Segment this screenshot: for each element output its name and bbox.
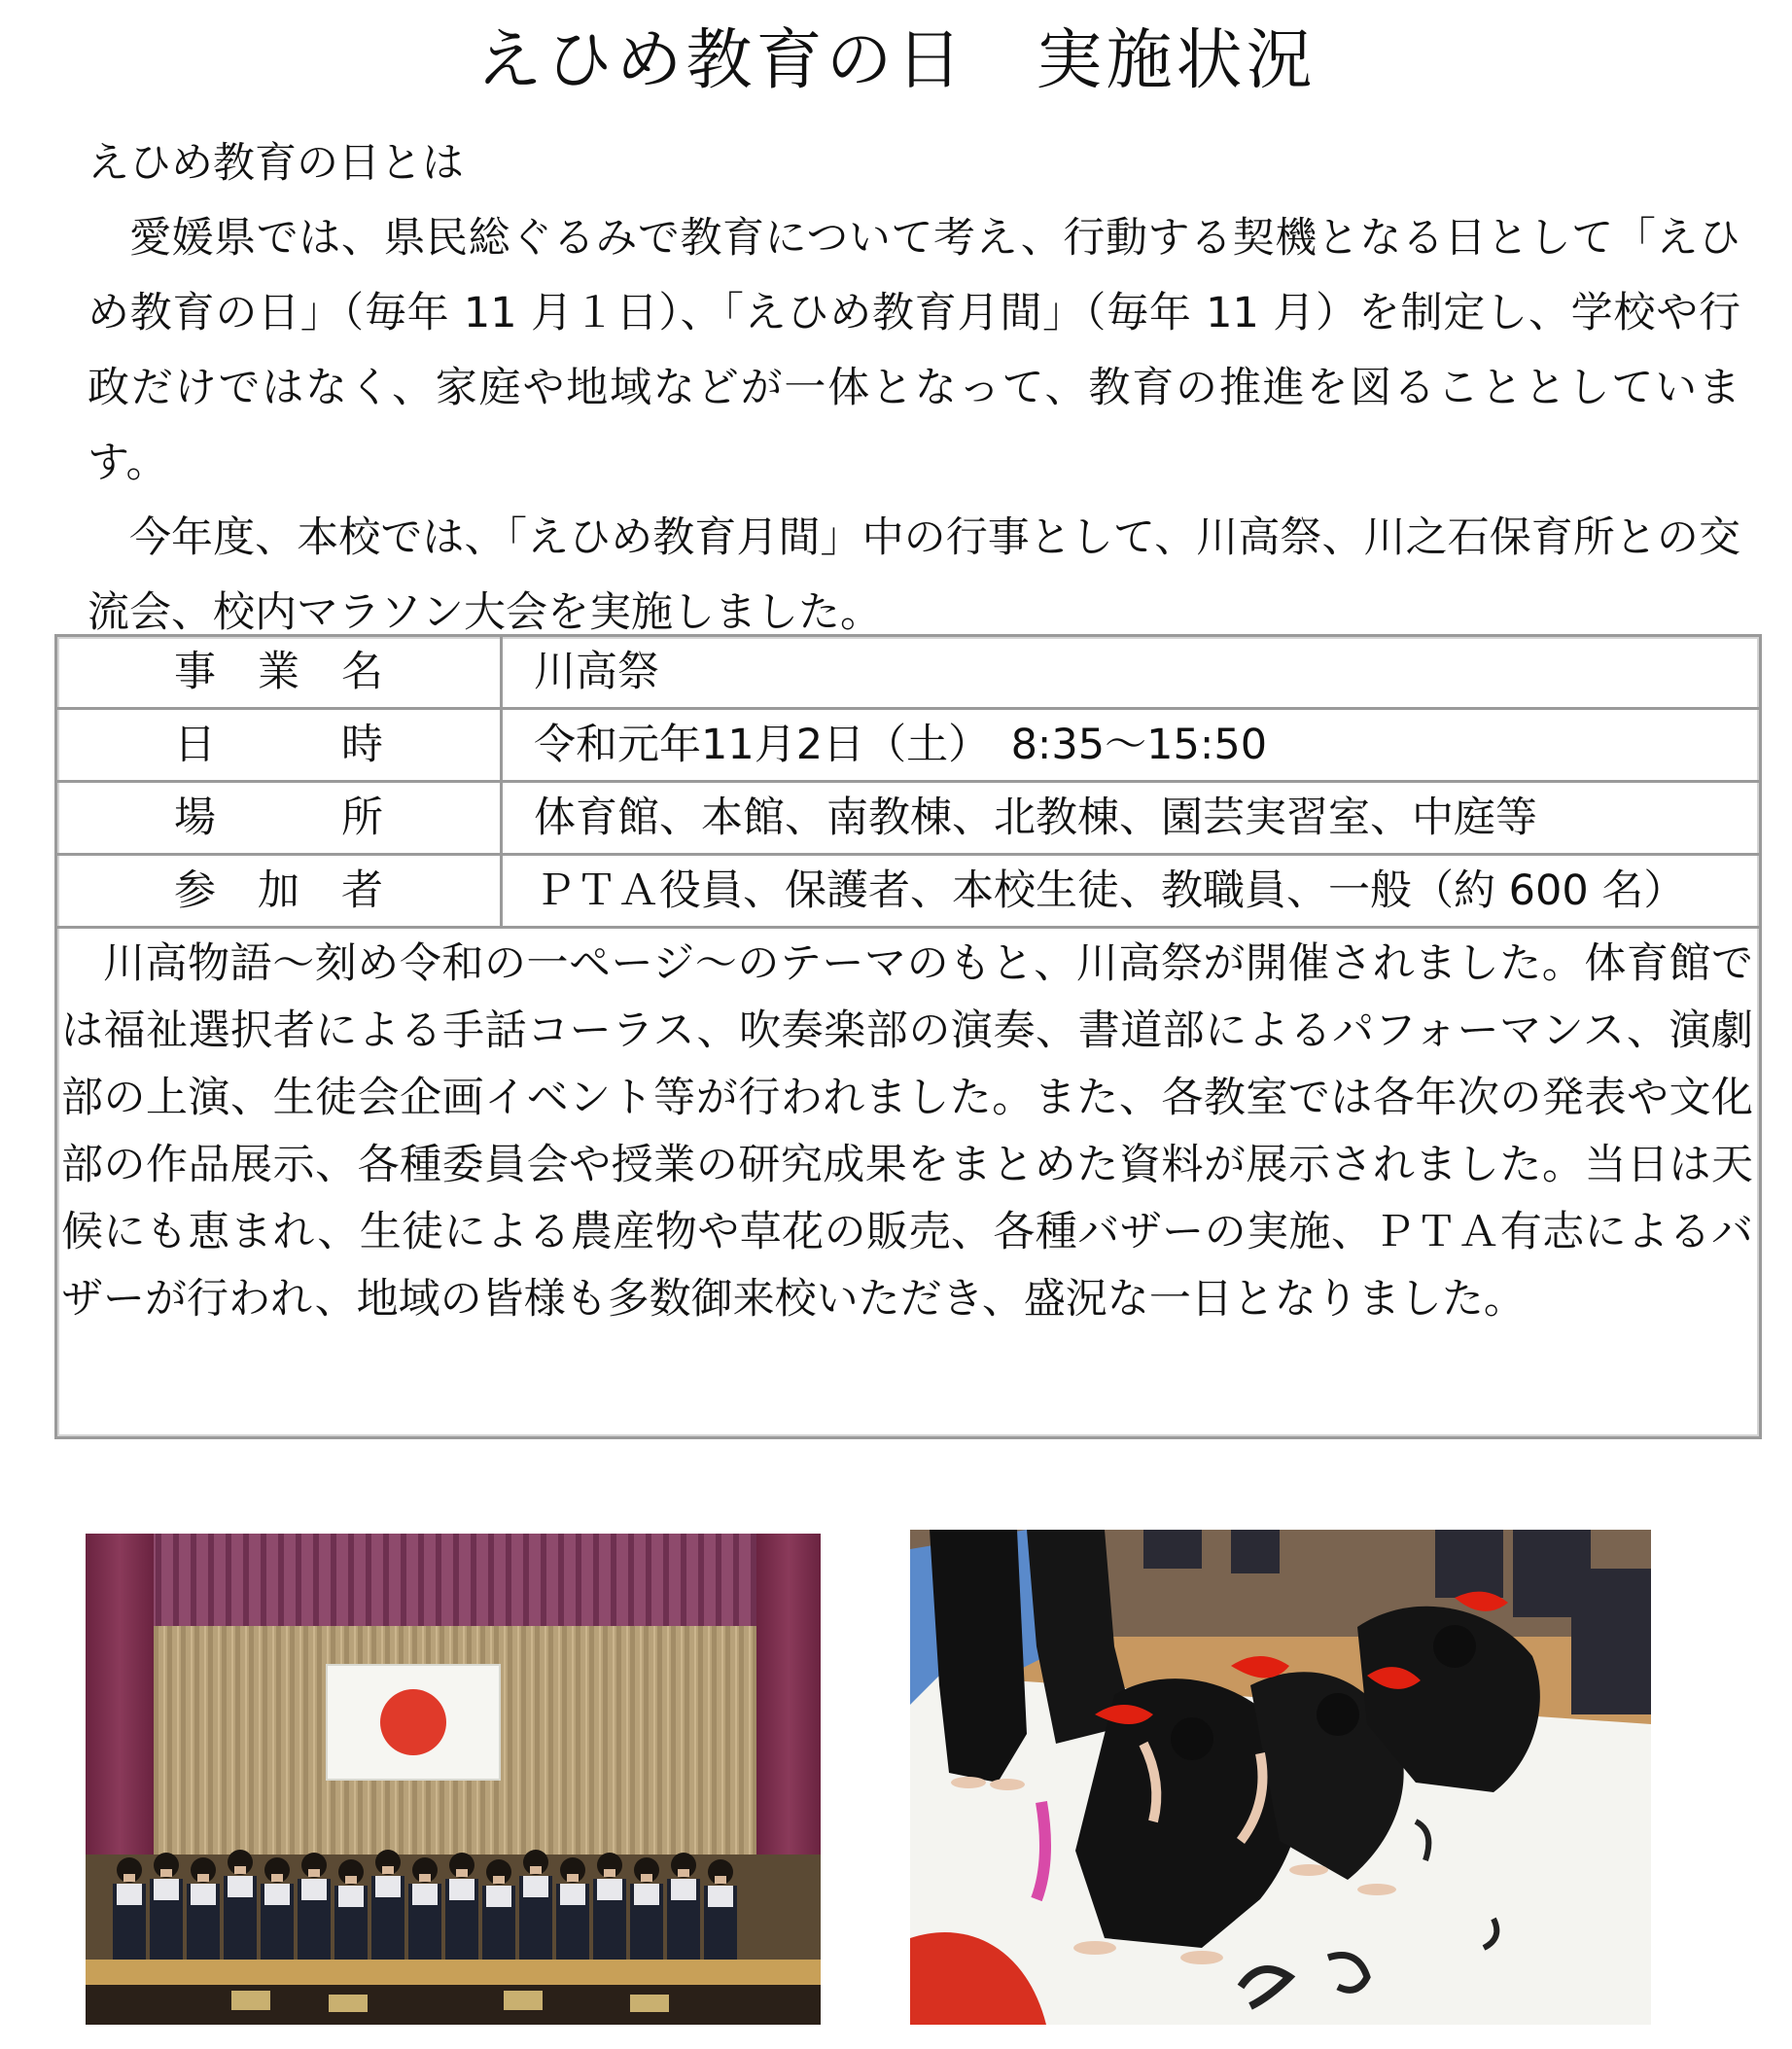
table-row-event-name bbox=[57, 637, 1759, 710]
row-label: 日 時 bbox=[57, 710, 503, 780]
row-value: 令和元年11月2日（土） 8:35〜15:50 bbox=[534, 721, 1268, 769]
photo-calligraphy-performance bbox=[910, 1530, 1651, 2025]
table-row-location bbox=[57, 783, 1759, 856]
calligraphy-photo-illustration bbox=[910, 1530, 1651, 2025]
page-title: えひめ教育の日 実施状況 bbox=[475, 22, 1317, 99]
intro-section bbox=[88, 126, 1740, 651]
row-label: 参 加 者 bbox=[57, 856, 503, 926]
row-value: 川高祭 bbox=[534, 648, 659, 696]
intro-paragraph: 今年度、本校では、「えひめ教育月間」中の行事として、川高祭、川之石保育所との交流会、校内マラソン大会を実施しました。 bbox=[88, 513, 1740, 637]
table-row-datetime bbox=[57, 710, 1759, 783]
intro-heading: えひめ教育の日とは bbox=[88, 139, 464, 188]
row-value: ＰＴＡ役員、保護者、本校生徒、教職員、一般（約 600 名） bbox=[534, 866, 1686, 915]
choir-photo-illustration bbox=[86, 1534, 821, 2025]
photo-sign-language-chorus bbox=[86, 1534, 821, 2025]
event-description: 川高物語〜刻め令和の一ページ〜のテーマのもと、川高祭が開催されました。体育館では福祉選択者による手話コーラス、吹奏楽部の演奏、書道部によるパフォーマンス、演劇部の上演、生徒会企画イベント等が行われました。また、各教室では各年次の発表や文化部の作品展示、各種委員会や授業の研究成果をまとめた資料が展示されました。当日は天候にも恵まれ、生徒による農産物や草花の販売、各種バザーの実施、ＰＴＡ有志によるバザーが行われ、地域の皆様も多数御来校いただき、盛況な一日となりました。 bbox=[61, 939, 1753, 1324]
intro-paragraph: 愛媛県では、県民総ぐるみで教育について考え、行動する契機となる日として「えひめ教育の日」（毎年 11 月１日）、「えひめ教育月間」（毎年 11 月）を制定し、学校や行政だけではなく、家庭や地域などが一体となって、教育の推進を図ることとしています。 bbox=[88, 214, 1740, 487]
row-label: 場 所 bbox=[57, 783, 503, 853]
table-row-participants bbox=[57, 856, 1759, 929]
row-value: 体育館、本館、南教棟、北教棟、園芸実習室、中庭等 bbox=[534, 794, 1537, 842]
event-info-table bbox=[54, 634, 1762, 1439]
row-label: 事 業 名 bbox=[57, 637, 503, 707]
